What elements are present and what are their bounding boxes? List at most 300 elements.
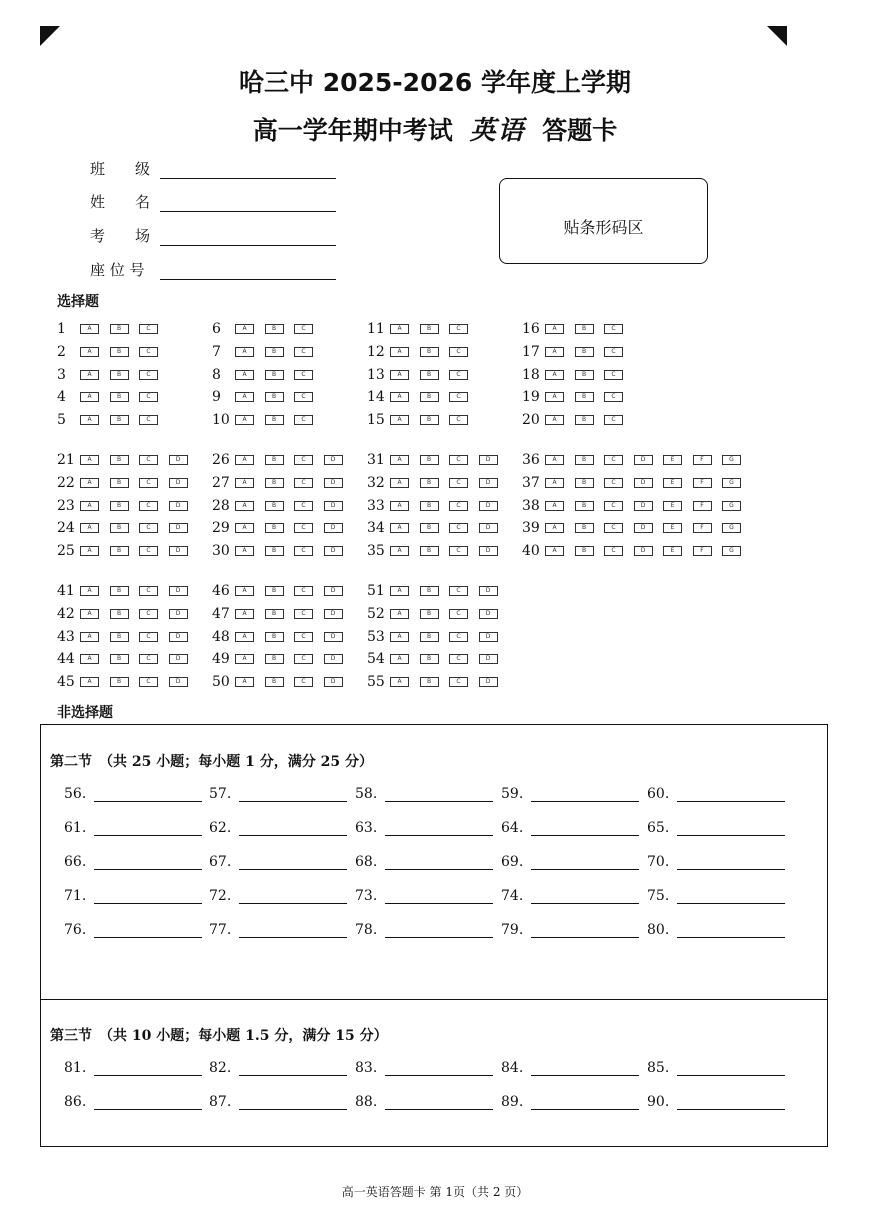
option-bubble-a[interactable]: A: [235, 370, 254, 380]
option-bubble-c[interactable]: C: [604, 392, 623, 402]
option-bubble-d[interactable]: D: [634, 523, 653, 533]
question-number: 55: [367, 674, 385, 690]
option-bubble-d[interactable]: D: [169, 632, 188, 642]
answer-line[interactable]: [239, 835, 347, 836]
option-bubble-a[interactable]: A: [545, 546, 564, 556]
option-bubble-a[interactable]: A: [80, 677, 99, 687]
option-bubble-d[interactable]: D: [634, 455, 653, 465]
option-bubble-a[interactable]: A: [80, 347, 99, 357]
option-bubble-a[interactable]: A: [80, 415, 99, 425]
option-bubble-b[interactable]: B: [265, 654, 284, 664]
answer-number: 69.: [501, 854, 524, 870]
option-bubble-c[interactable]: C: [604, 455, 623, 465]
option-bubble-a[interactable]: A: [235, 546, 254, 556]
option-bubble-d[interactable]: D: [169, 478, 188, 488]
option-bubble-a[interactable]: A: [235, 632, 254, 642]
question-number: 37: [522, 474, 540, 491]
option-bubble-d[interactable]: D: [169, 677, 188, 687]
option-bubble-d[interactable]: D: [324, 632, 343, 642]
answer-line[interactable]: [239, 801, 347, 802]
option-bubble-b[interactable]: B: [575, 392, 594, 402]
option-bubble-c[interactable]: C: [139, 347, 158, 357]
option-bubble-c[interactable]: C: [449, 501, 468, 511]
question-number: 24: [57, 520, 75, 537]
answer-number: 66.: [64, 854, 87, 870]
answer-line[interactable]: [385, 903, 493, 904]
answer-line[interactable]: [239, 903, 347, 904]
info-name-line[interactable]: [160, 211, 336, 212]
info-room-line[interactable]: [160, 245, 336, 246]
option-bubble-a[interactable]: A: [80, 370, 99, 380]
option-bubble-d[interactable]: D: [324, 677, 343, 687]
option-bubble-f[interactable]: F: [693, 455, 712, 465]
option-bubble-c[interactable]: C: [139, 455, 158, 465]
option-bubble-b[interactable]: B: [265, 546, 284, 556]
option-bubble-a[interactable]: A: [235, 392, 254, 402]
option-bubble-a[interactable]: A: [235, 501, 254, 511]
option-bubble-c[interactable]: C: [449, 455, 468, 465]
option-bubble-b[interactable]: B: [575, 501, 594, 511]
option-bubble-g[interactable]: G: [722, 478, 741, 488]
option-bubble-g[interactable]: G: [722, 501, 741, 511]
option-bubble-c[interactable]: C: [449, 609, 468, 619]
answer-line[interactable]: [94, 937, 202, 938]
option-bubble-c[interactable]: C: [139, 677, 158, 687]
option-bubble-c[interactable]: C: [294, 523, 313, 533]
option-bubble-c[interactable]: C: [449, 632, 468, 642]
answer-line[interactable]: [531, 1109, 639, 1110]
option-bubble-b[interactable]: B: [420, 324, 439, 334]
answer-number: 78.: [355, 922, 378, 938]
question-number: 45: [57, 674, 75, 690]
option-bubble-c[interactable]: C: [139, 654, 158, 664]
option-bubble-a[interactable]: A: [390, 478, 409, 488]
option-bubble-b[interactable]: B: [575, 370, 594, 380]
option-bubble-b[interactable]: B: [265, 478, 284, 488]
option-bubble-b[interactable]: B: [110, 324, 129, 334]
answer-line[interactable]: [677, 835, 785, 836]
option-bubble-b[interactable]: B: [265, 586, 284, 596]
question-number: 51: [367, 583, 385, 599]
option-bubble-c[interactable]: C: [294, 609, 313, 619]
question-number: 16: [522, 321, 540, 337]
option-bubble-c[interactable]: C: [449, 523, 468, 533]
option-bubble-d[interactable]: D: [169, 654, 188, 664]
option-bubble-c[interactable]: C: [139, 324, 158, 334]
option-bubble-c[interactable]: C: [449, 324, 468, 334]
option-bubble-d[interactable]: D: [169, 523, 188, 533]
option-bubble-d[interactable]: D: [324, 455, 343, 465]
answer-line[interactable]: [677, 1075, 785, 1076]
info-class-line[interactable]: [160, 178, 336, 179]
answer-line[interactable]: [385, 937, 493, 938]
option-bubble-d[interactable]: D: [479, 501, 498, 511]
option-bubble-b[interactable]: B: [110, 347, 129, 357]
option-bubble-c[interactable]: C: [604, 501, 623, 511]
option-bubble-a[interactable]: A: [390, 586, 409, 596]
option-bubble-c[interactable]: C: [139, 370, 158, 380]
option-bubble-b[interactable]: B: [110, 370, 129, 380]
answer-number: 82.: [209, 1060, 232, 1076]
option-bubble-c[interactable]: C: [294, 478, 313, 488]
option-bubble-c[interactable]: C: [294, 677, 313, 687]
option-bubble-d[interactable]: D: [479, 586, 498, 596]
answer-line[interactable]: [94, 1109, 202, 1110]
option-bubble-c[interactable]: C: [449, 392, 468, 402]
corner-marker-right: [767, 26, 787, 46]
answer-line[interactable]: [94, 801, 202, 802]
option-bubble-a[interactable]: A: [545, 324, 564, 334]
option-bubble-g[interactable]: G: [722, 546, 741, 556]
answer-line[interactable]: [677, 869, 785, 870]
option-bubble-c[interactable]: C: [294, 392, 313, 402]
option-bubble-a[interactable]: A: [80, 478, 99, 488]
option-bubble-b[interactable]: B: [420, 523, 439, 533]
option-bubble-a[interactable]: A: [390, 677, 409, 687]
question-number: 17: [522, 343, 540, 360]
option-bubble-d[interactable]: D: [479, 609, 498, 619]
option-bubble-b[interactable]: B: [575, 324, 594, 334]
option-bubble-d[interactable]: D: [479, 677, 498, 687]
option-bubble-d[interactable]: D: [169, 501, 188, 511]
answer-line[interactable]: [677, 937, 785, 938]
option-bubble-b[interactable]: B: [575, 546, 594, 556]
option-bubble-d[interactable]: D: [169, 609, 188, 619]
answer-line[interactable]: [531, 903, 639, 904]
option-bubble-c[interactable]: C: [139, 632, 158, 642]
option-bubble-b[interactable]: B: [265, 609, 284, 619]
option-bubble-c[interactable]: C: [294, 455, 313, 465]
answer-line[interactable]: [531, 835, 639, 836]
answer-line[interactable]: [239, 1109, 347, 1110]
option-bubble-d[interactable]: D: [324, 478, 343, 488]
option-bubble-a[interactable]: A: [80, 586, 99, 596]
answer-line[interactable]: [94, 1075, 202, 1076]
answer-number: 63.: [355, 820, 378, 836]
part2-title: 第二节 （共 25 小题；每小题 1 分，满分 25 分）: [50, 754, 373, 770]
question-number: 50: [212, 674, 230, 690]
option-bubble-b[interactable]: B: [420, 609, 439, 619]
option-bubble-b[interactable]: B: [420, 501, 439, 511]
option-bubble-a[interactable]: A: [80, 501, 99, 511]
answer-number: 67.: [209, 854, 232, 870]
option-bubble-a[interactable]: A: [80, 324, 99, 334]
answer-line[interactable]: [385, 1075, 493, 1076]
option-bubble-b[interactable]: B: [110, 546, 129, 556]
option-bubble-e[interactable]: E: [663, 501, 682, 511]
question-number: 38: [522, 497, 540, 514]
option-bubble-b[interactable]: B: [110, 501, 129, 511]
option-bubble-a[interactable]: A: [545, 478, 564, 488]
info-seat-line[interactable]: [160, 279, 336, 280]
option-bubble-a[interactable]: A: [390, 347, 409, 357]
question-number: 34: [367, 520, 385, 537]
answer-number: 70.: [647, 854, 670, 870]
option-bubble-d[interactable]: D: [634, 546, 653, 556]
option-bubble-g[interactable]: G: [722, 523, 741, 533]
option-bubble-c[interactable]: C: [139, 586, 158, 596]
option-bubble-a[interactable]: A: [235, 324, 254, 334]
option-bubble-c[interactable]: C: [294, 632, 313, 642]
question-number: 53: [367, 628, 385, 645]
answer-line[interactable]: [677, 1109, 785, 1110]
option-bubble-d[interactable]: D: [479, 632, 498, 642]
option-bubble-e[interactable]: E: [663, 478, 682, 488]
option-bubble-b[interactable]: B: [110, 586, 129, 596]
option-bubble-a[interactable]: A: [235, 523, 254, 533]
option-bubble-a[interactable]: A: [235, 586, 254, 596]
option-bubble-b[interactable]: B: [265, 677, 284, 687]
option-bubble-d[interactable]: D: [479, 455, 498, 465]
option-bubble-c[interactable]: C: [139, 546, 158, 556]
option-bubble-c[interactable]: C: [604, 370, 623, 380]
option-bubble-b[interactable]: B: [110, 392, 129, 402]
question-number: 43: [57, 628, 75, 645]
option-bubble-d[interactable]: D: [169, 546, 188, 556]
option-bubble-b[interactable]: B: [420, 370, 439, 380]
answer-line[interactable]: [239, 1075, 347, 1076]
option-bubble-a[interactable]: A: [390, 501, 409, 511]
option-bubble-d[interactable]: D: [169, 455, 188, 465]
answer-line[interactable]: [677, 801, 785, 802]
option-bubble-a[interactable]: A: [235, 415, 254, 425]
option-bubble-b[interactable]: B: [110, 415, 129, 425]
option-bubble-a[interactable]: A: [80, 392, 99, 402]
option-bubble-a[interactable]: A: [545, 455, 564, 465]
option-bubble-c[interactable]: C: [294, 501, 313, 511]
option-bubble-b[interactable]: B: [110, 677, 129, 687]
answer-number: 60.: [647, 786, 670, 802]
option-bubble-a[interactable]: A: [545, 523, 564, 533]
option-bubble-c[interactable]: C: [294, 546, 313, 556]
option-bubble-b[interactable]: B: [575, 347, 594, 357]
option-bubble-c[interactable]: C: [449, 370, 468, 380]
option-bubble-a[interactable]: A: [390, 324, 409, 334]
nonchoice-section-label: 非选择题: [57, 705, 113, 721]
option-bubble-b[interactable]: B: [420, 586, 439, 596]
option-bubble-f[interactable]: F: [693, 546, 712, 556]
option-bubble-a[interactable]: A: [390, 609, 409, 619]
info-name-label: 姓 名: [90, 193, 151, 211]
question-number: 48: [212, 628, 230, 645]
answer-line[interactable]: [531, 801, 639, 802]
option-bubble-c[interactable]: C: [139, 392, 158, 402]
option-bubble-b[interactable]: B: [265, 523, 284, 533]
answer-line[interactable]: [239, 937, 347, 938]
option-bubble-c[interactable]: C: [294, 654, 313, 664]
option-bubble-a[interactable]: A: [390, 632, 409, 642]
option-bubble-g[interactable]: G: [722, 455, 741, 465]
option-bubble-b[interactable]: B: [110, 632, 129, 642]
option-bubble-e[interactable]: E: [663, 455, 682, 465]
answer-line[interactable]: [385, 835, 493, 836]
answer-line[interactable]: [531, 869, 639, 870]
answer-line[interactable]: [385, 801, 493, 802]
answer-line[interactable]: [385, 869, 493, 870]
option-bubble-d[interactable]: D: [479, 523, 498, 533]
option-bubble-c[interactable]: C: [294, 586, 313, 596]
option-bubble-c[interactable]: C: [449, 677, 468, 687]
option-bubble-d[interactable]: D: [479, 478, 498, 488]
option-bubble-a[interactable]: A: [545, 392, 564, 402]
option-bubble-c[interactable]: C: [294, 370, 313, 380]
option-bubble-b[interactable]: B: [265, 632, 284, 642]
question-number: 15: [367, 412, 385, 428]
option-bubble-a[interactable]: A: [80, 546, 99, 556]
option-bubble-c[interactable]: C: [449, 478, 468, 488]
option-bubble-b[interactable]: B: [265, 347, 284, 357]
option-bubble-b[interactable]: B: [420, 415, 439, 425]
option-bubble-b[interactable]: B: [420, 632, 439, 642]
option-bubble-b[interactable]: B: [575, 523, 594, 533]
option-bubble-d[interactable]: D: [324, 546, 343, 556]
option-bubble-a[interactable]: A: [235, 677, 254, 687]
option-bubble-c[interactable]: C: [139, 478, 158, 488]
answer-line[interactable]: [94, 903, 202, 904]
option-bubble-c[interactable]: C: [449, 415, 468, 425]
option-bubble-e[interactable]: E: [663, 546, 682, 556]
option-bubble-b[interactable]: B: [265, 392, 284, 402]
option-bubble-c[interactable]: C: [449, 586, 468, 596]
option-bubble-c[interactable]: C: [604, 347, 623, 357]
option-bubble-d[interactable]: D: [634, 501, 653, 511]
option-bubble-b[interactable]: B: [265, 370, 284, 380]
option-bubble-b[interactable]: B: [420, 677, 439, 687]
option-bubble-c[interactable]: C: [604, 523, 623, 533]
question-number: 31: [367, 452, 385, 468]
question-number: 19: [522, 389, 540, 406]
option-bubble-d[interactable]: D: [324, 586, 343, 596]
option-bubble-a[interactable]: A: [390, 654, 409, 664]
option-bubble-c[interactable]: C: [294, 324, 313, 334]
page-footer: 高一英语答题卡 第 1页（共 2 页）: [341, 1185, 529, 1199]
option-bubble-a[interactable]: A: [390, 455, 409, 465]
option-bubble-b[interactable]: B: [265, 324, 284, 334]
answer-line[interactable]: [531, 1075, 639, 1076]
option-bubble-d[interactable]: D: [479, 654, 498, 664]
option-bubble-f[interactable]: F: [693, 501, 712, 511]
option-bubble-a[interactable]: A: [545, 347, 564, 357]
option-bubble-a[interactable]: A: [390, 370, 409, 380]
option-bubble-b[interactable]: B: [420, 392, 439, 402]
question-number: 39: [522, 520, 540, 537]
answer-line[interactable]: [531, 937, 639, 938]
option-bubble-f[interactable]: F: [693, 478, 712, 488]
option-bubble-c[interactable]: C: [604, 478, 623, 488]
option-bubble-c[interactable]: C: [604, 415, 623, 425]
option-bubble-b[interactable]: B: [420, 347, 439, 357]
answer-number: 71.: [64, 888, 87, 904]
option-bubble-b[interactable]: B: [265, 501, 284, 511]
option-bubble-b[interactable]: B: [110, 654, 129, 664]
option-bubble-d[interactable]: D: [324, 501, 343, 511]
option-bubble-c[interactable]: C: [449, 347, 468, 357]
option-bubble-c[interactable]: C: [449, 654, 468, 664]
answer-line[interactable]: [239, 869, 347, 870]
question-number: 32: [367, 474, 385, 491]
option-bubble-a[interactable]: A: [390, 392, 409, 402]
question-number: 4: [57, 389, 66, 406]
option-bubble-c[interactable]: C: [294, 347, 313, 357]
answer-line[interactable]: [94, 835, 202, 836]
answer-number: 84.: [501, 1060, 524, 1076]
option-bubble-a[interactable]: A: [80, 632, 99, 642]
option-bubble-b[interactable]: B: [575, 478, 594, 488]
option-bubble-a[interactable]: A: [235, 455, 254, 465]
answer-number: 79.: [501, 922, 524, 938]
option-bubble-b[interactable]: B: [420, 546, 439, 556]
option-bubble-c[interactable]: C: [139, 609, 158, 619]
option-bubble-a[interactable]: A: [80, 654, 99, 664]
option-bubble-c[interactable]: C: [449, 546, 468, 556]
option-bubble-b[interactable]: B: [420, 478, 439, 488]
answer-line[interactable]: [94, 869, 202, 870]
answer-line[interactable]: [385, 1109, 493, 1110]
answer-number: 90.: [647, 1094, 670, 1110]
option-bubble-a[interactable]: A: [545, 415, 564, 425]
option-bubble-c[interactable]: C: [604, 546, 623, 556]
option-bubble-d[interactable]: D: [324, 523, 343, 533]
corner-marker-left: [40, 26, 60, 46]
barcode-label: 贴条形码区: [563, 218, 644, 237]
option-bubble-a[interactable]: A: [390, 523, 409, 533]
option-bubble-a[interactable]: A: [235, 478, 254, 488]
option-bubble-b[interactable]: B: [110, 523, 129, 533]
option-bubble-a[interactable]: A: [235, 347, 254, 357]
option-bubble-d[interactable]: D: [324, 609, 343, 619]
option-bubble-a[interactable]: A: [235, 609, 254, 619]
option-bubble-d[interactable]: D: [324, 654, 343, 664]
option-bubble-d[interactable]: D: [634, 478, 653, 488]
answer-number: 68.: [355, 854, 378, 870]
answer-line[interactable]: [677, 903, 785, 904]
question-number: 18: [522, 366, 540, 383]
option-bubble-c[interactable]: C: [139, 415, 158, 425]
option-bubble-a[interactable]: A: [545, 370, 564, 380]
option-bubble-b[interactable]: B: [110, 478, 129, 488]
option-bubble-b[interactable]: B: [575, 455, 594, 465]
option-bubble-b[interactable]: B: [265, 455, 284, 465]
option-bubble-d[interactable]: D: [169, 586, 188, 596]
option-bubble-b[interactable]: B: [110, 609, 129, 619]
option-bubble-a[interactable]: A: [545, 501, 564, 511]
option-bubble-a[interactable]: A: [390, 415, 409, 425]
answer-number: 75.: [647, 888, 670, 904]
option-bubble-c[interactable]: C: [139, 501, 158, 511]
question-number: 46: [212, 583, 230, 599]
option-bubble-c[interactable]: C: [604, 324, 623, 334]
option-bubble-b[interactable]: B: [420, 654, 439, 664]
answer-number: 85.: [647, 1060, 670, 1076]
option-bubble-b[interactable]: B: [575, 415, 594, 425]
option-bubble-d[interactable]: D: [479, 546, 498, 556]
option-bubble-a[interactable]: A: [235, 654, 254, 664]
option-bubble-a[interactable]: A: [80, 455, 99, 465]
option-bubble-a[interactable]: A: [80, 609, 99, 619]
option-bubble-a[interactable]: A: [80, 523, 99, 533]
option-bubble-c[interactable]: C: [294, 415, 313, 425]
option-bubble-b[interactable]: B: [265, 415, 284, 425]
question-number: 36: [522, 452, 540, 468]
option-bubble-b[interactable]: B: [110, 455, 129, 465]
option-bubble-c[interactable]: C: [139, 523, 158, 533]
question-number: 35: [367, 543, 385, 559]
option-bubble-e[interactable]: E: [663, 523, 682, 533]
option-bubble-a[interactable]: A: [390, 546, 409, 556]
answer-number: 89.: [501, 1094, 524, 1110]
option-bubble-f[interactable]: F: [693, 523, 712, 533]
option-bubble-b[interactable]: B: [420, 455, 439, 465]
